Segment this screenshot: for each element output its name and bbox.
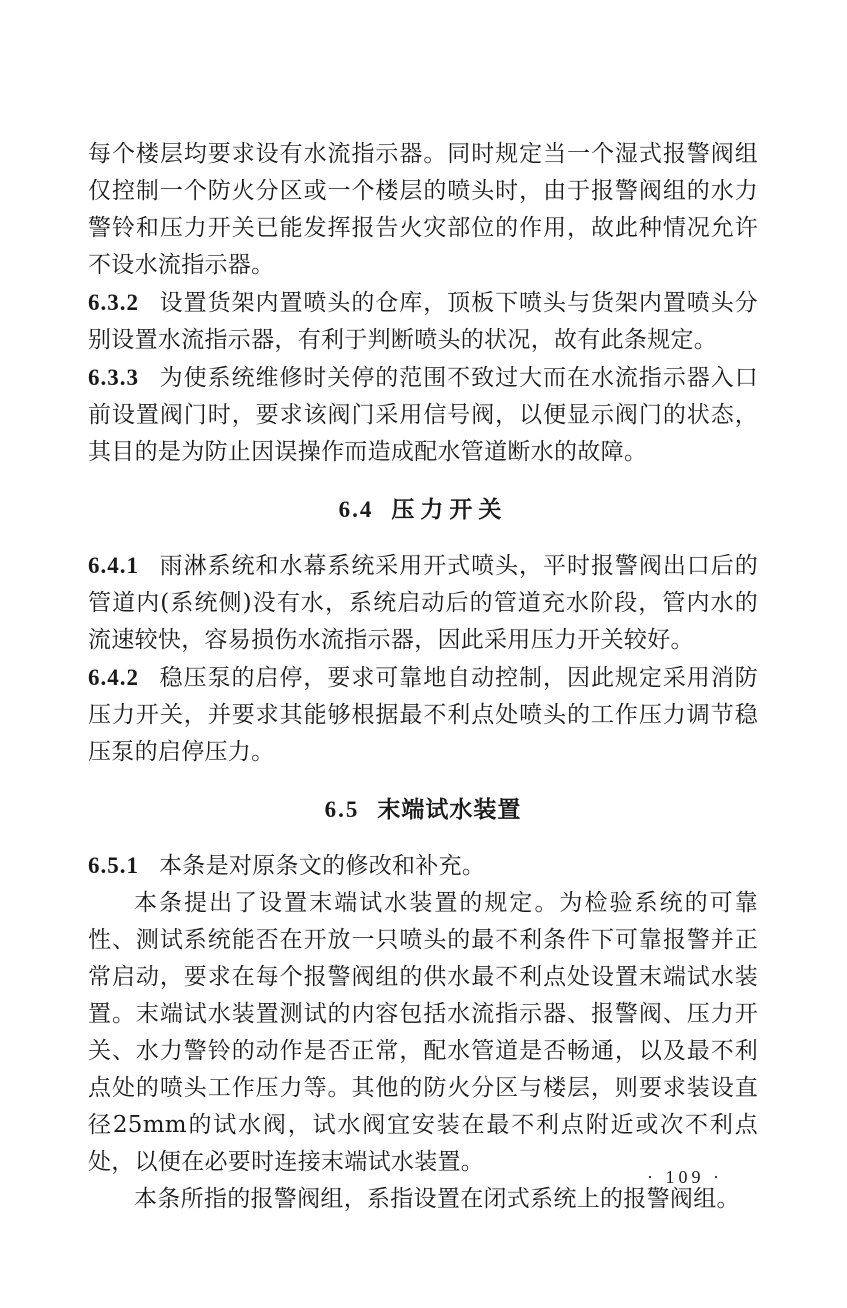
page-number: · 109 · [647,1167,723,1187]
clause-text: 本条是对原条文的修改和补充。 [159,853,486,879]
explanation-paragraph: 本条提出了设置末端试水装置的规定。为检验系统的可靠性、测试系统能否在开放一只喷头的最不利条件下可靠报警并正常启动，要求在每个报警阀组的供水最不利点处设置末端试水装置。末端试水装置测试的内容包括水流指示器、报警阀、压力开关、水力警铃的动作是否正常，配水管道是否畅通，以及最不利点处的喷头工作压力等。其他的防火分区与楼层，则要求装设直径25mm的试水阀，试水阀宜安装在最不利点附近或次不利点处，以便在必要时连接末端试水装置。 [88,890,758,1175]
explanation-paragraph-2: 本条所指的报警阀组，系指设置在闭式系统上的报警阀组。 [134,1186,740,1212]
clause-text: 设置货架内置喷头的仓库，顶板下喷头与货架内置喷头分别设置水流指示器，有利于判断喷头的状况，故有此条规定。 [88,290,758,353]
clause-6-3-3 [88,359,758,471]
section-number: 6.4 [338,497,374,522]
clause-6-3-2 [88,284,758,359]
section-title: 末端试水装置 [377,797,522,823]
clause-text: 雨淋系统和水幕系统采用开式喷头，平时报警阀出口后的管道内(系统侧)没有水，系统启动后的管道充水阶段，管内水的流速较快，容易损伤水流指示器，因此采用压力开关较好。 [88,553,758,653]
intro-paragraph: 每个楼层均要求设有水流指示器。同时规定当一个湿式报警阀组仅控制一个防火分区或一个楼层的喷头时，由于报警阀组的水力警铃和压力开关已能发挥报告火灾部位的作用，故此种情况允许不设水流指示器。 [88,141,758,278]
clause-6-4-2 [88,659,758,771]
section-heading-6-4 [88,491,758,529]
clause-number: 6.5.1 [88,853,139,878]
clause-number: 6.3.2 [88,290,139,315]
clause-text: 为使系统维修时关停的范围不致过大而在水流指示器入口前设置阀门时，要求该阀门采用信号阀，以便显示阀门的状态，其目的是为防止因误操作而造成配水管道断水的故障。 [88,365,758,465]
clause-6-4-1 [88,547,758,659]
section-title: 压力开关 [391,497,508,523]
clause-number: 6.3.3 [88,365,139,390]
section-number: 6.5 [324,797,360,822]
clause-text: 稳压泵的启停，要求可靠地自动控制，因此规定采用消防压力开关，并要求其能够根据最不利点处喷头的工作压力调节稳压泵的启停压力。 [88,665,758,765]
clause-number: 6.4.1 [88,553,139,578]
clause-6-5-1 [88,847,758,885]
clause-number: 6.4.2 [88,665,139,690]
page-body [88,136,758,1218]
section-heading-6-5 [88,791,758,829]
